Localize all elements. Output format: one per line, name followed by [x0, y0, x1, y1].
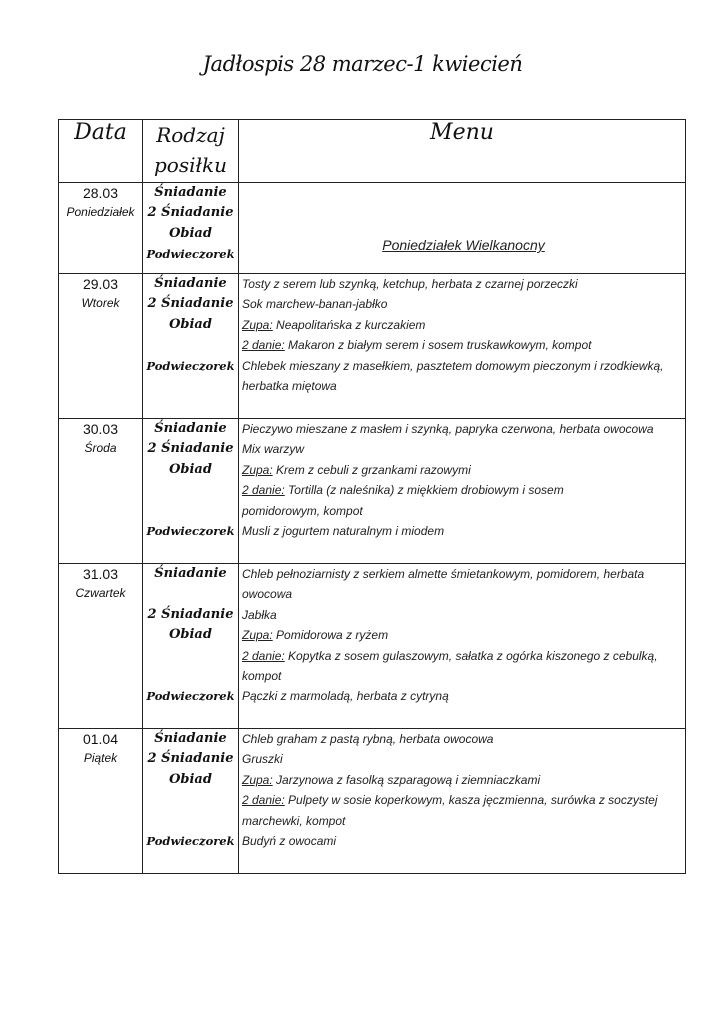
- meal-breakfast: Śniadanie: [154, 566, 227, 581]
- menu-line: owocowa: [242, 587, 293, 602]
- menu-line-text: Krem z cebuli z grzankami razowymi: [276, 462, 471, 477]
- meal-types: [143, 564, 239, 729]
- header-meal-type: [143, 120, 239, 183]
- date-cell: [59, 419, 143, 564]
- second-course-label: 2 danie:: [242, 793, 285, 808]
- meal-lunch: Obiad: [169, 316, 212, 332]
- menu-line: Budyń z owocami: [242, 834, 337, 849]
- menu-cell: [239, 419, 686, 564]
- menu-line: pomidorowym, kompot: [242, 503, 363, 518]
- table-row: [59, 183, 686, 274]
- date-cell: [59, 274, 143, 419]
- menu-line-text: Pomidorowa z ryżem: [276, 628, 389, 643]
- menu-line: Chleb pełnoziarnisty z serkiem almette śmietankowym, pomidorem, herbata: [242, 567, 645, 581]
- meal-second-breakfast: 2 Śniadanie: [147, 205, 234, 221]
- soup-label: Zupa:: [242, 317, 273, 332]
- menu-line-text: Jarzynowa z fasolką szparagową i ziemniaczkami: [276, 772, 541, 787]
- menu-cell: [239, 729, 686, 874]
- meal-snack: Podwieczorek: [146, 247, 235, 262]
- day-name: Środa: [84, 441, 117, 455]
- header-date: Data: [59, 120, 143, 183]
- day-name: Piątek: [83, 751, 118, 765]
- date-number: 31.03: [82, 566, 119, 582]
- meal-spacer: [143, 584, 238, 604]
- second-course-label: 2 danie:: [242, 338, 285, 353]
- soup-label: Zupa:: [242, 772, 273, 787]
- menu-line: herbatka miętowa: [242, 379, 337, 394]
- date-number: 30.03: [82, 421, 119, 437]
- menu-line: kompot: [242, 669, 282, 684]
- menu-table: [58, 119, 686, 874]
- table-row: [59, 729, 686, 874]
- second-course-label: 2 danie:: [242, 483, 285, 498]
- date-cell: [59, 183, 143, 274]
- menu-line: Pieczywo mieszane z masłem i szynką, papryka czerwona, herbata owocowa: [242, 422, 654, 436]
- date-number: 28.03: [82, 185, 119, 201]
- day-name: Wtorek: [81, 296, 120, 310]
- date-number: 29.03: [82, 276, 119, 292]
- meal-spacer: [143, 790, 238, 810]
- meal-second-breakfast: 2 Śniadanie: [147, 441, 234, 457]
- menu-line: [239, 335, 685, 355]
- meal-snack: Podwieczorek: [146, 523, 235, 538]
- page-title: Jadłospis 28 marzec-1 kwiecień: [202, 52, 523, 76]
- menu-line: marchewki, kompot: [242, 813, 346, 828]
- menu-line: [239, 770, 685, 790]
- meal-breakfast: Śniadanie: [154, 276, 227, 291]
- meal-spacer: [143, 335, 238, 355]
- menu-line: Chlebek mieszany z masełkiem, pasztetem domowym pieczonym i rzodkiewką,: [242, 358, 664, 373]
- menu-line: [239, 790, 685, 810]
- meal-spacer: [143, 480, 238, 500]
- menu-line: Tosty z serem lub szynką, ketchup, herbata z czarnej porzeczki: [242, 277, 578, 291]
- meal-breakfast: Śniadanie: [154, 421, 227, 436]
- day-name: Czwartek: [75, 586, 126, 600]
- date-cell: [59, 564, 143, 729]
- meal-second-breakfast: 2 Śniadanie: [147, 751, 234, 767]
- meal-lunch: Obiad: [169, 461, 212, 477]
- date-number: 01.04: [82, 731, 119, 747]
- meal-types: [143, 274, 239, 419]
- menu-line-text: Makaron z białym serem i sosem truskawkowym, kompot: [288, 338, 592, 353]
- menu-line: [239, 646, 685, 666]
- soup-label: Zupa:: [242, 462, 273, 477]
- meal-types: [143, 419, 239, 564]
- day-name: Poniedziałek: [66, 205, 135, 219]
- menu-line: Chleb graham z pastą rybną, herbata owocowa: [242, 732, 494, 746]
- meal-lunch: Obiad: [169, 225, 212, 241]
- menu-line: Musli z jogurtem naturalnym i miodem: [242, 524, 445, 539]
- menu-cell: [239, 274, 686, 419]
- menu-cell: [239, 564, 686, 729]
- meal-spacer: [143, 811, 238, 831]
- header-menu: Menu: [239, 120, 686, 183]
- menu-line-text: Kopytka z sosem gulaszowym, sałatka z ogórka kiszonego z cebulką,: [288, 648, 658, 663]
- soup-label: Zupa:: [242, 628, 273, 643]
- meal-types: [143, 729, 239, 874]
- menu-cell: [239, 183, 686, 274]
- meal-types: [143, 183, 239, 274]
- meal-snack: Podwieczorek: [146, 833, 235, 848]
- meal-second-breakfast: 2 Śniadanie: [147, 606, 234, 622]
- menu-line: Mix warzyw: [242, 442, 304, 457]
- meal-snack: Podwieczorek: [146, 358, 235, 373]
- menu-line: Jabłka: [242, 607, 277, 622]
- meal-spacer: [143, 666, 238, 686]
- menu-line-text: Pulpety w sosie koperkowym, kasza jęczmienna, surówka z soczystej: [288, 793, 658, 808]
- meal-spacer: [143, 646, 238, 666]
- menu-line: [239, 625, 685, 645]
- second-course-label: 2 danie:: [242, 648, 285, 663]
- menu-line: [239, 460, 685, 480]
- meal-lunch: Obiad: [169, 627, 212, 643]
- menu-line-text: Tortilla (z naleśnika) z miękkiem drobiowym i sosem: [288, 483, 564, 498]
- meal-breakfast: Śniadanie: [154, 185, 227, 200]
- table-row: [59, 419, 686, 564]
- meal-breakfast: Śniadanie: [154, 731, 227, 746]
- meal-second-breakfast: 2 Śniadanie: [147, 296, 234, 312]
- holiday-label: Poniedziałek Wielkanocny: [382, 237, 545, 253]
- menu-line: Gruszki: [242, 752, 283, 767]
- header-row: [59, 120, 686, 183]
- table-row: [59, 564, 686, 729]
- header-meal-type-line1: Rodzaj: [156, 123, 225, 147]
- meal-lunch: Obiad: [169, 771, 212, 787]
- table-row: [59, 274, 686, 419]
- menu-line-text: Neapolitańska z kurczakiem: [276, 317, 426, 332]
- menu-line: [239, 480, 685, 500]
- menu-line: Sok marchew-banan-jabłko: [242, 297, 388, 312]
- menu-line: [239, 315, 685, 335]
- date-cell: [59, 729, 143, 874]
- header-meal-type-line2: posiłku: [154, 153, 227, 177]
- meal-spacer: [143, 501, 238, 521]
- meal-snack: Podwieczorek: [146, 689, 235, 704]
- menu-line: Pączki z marmoladą, herbata z cytryną: [242, 689, 449, 704]
